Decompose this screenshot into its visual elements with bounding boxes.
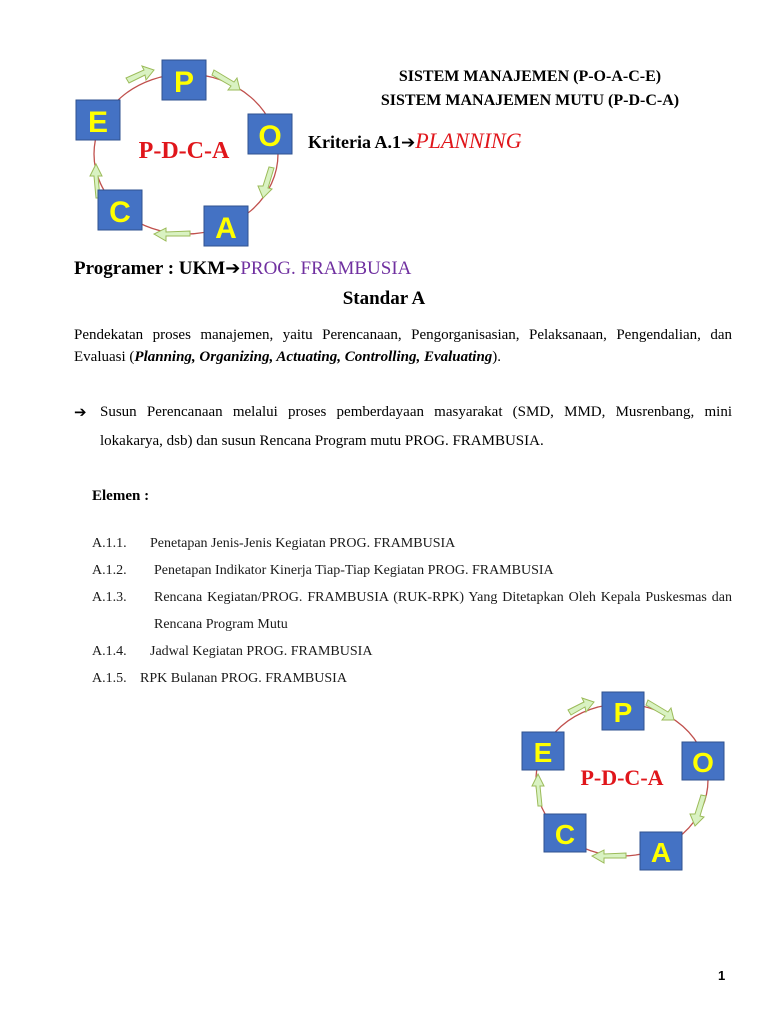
box-o [682, 742, 724, 780]
list-item [92, 557, 732, 584]
arrow-icon: ➔ [225, 258, 241, 279]
item-text: Penetapan Jenis-Jenis Kegiatan PROG. FRAMBUSIA [150, 536, 456, 551]
item-text: Rencana Kegiatan/PROG. FRAMBUSIA (RUK-RPK) Yang Ditetapkan Oleh Kepala Puskesmas dan Rencana Program Mutu [154, 590, 732, 632]
cycle-arrow [532, 774, 544, 806]
box-o [248, 114, 292, 154]
pdca-diagram-top [66, 58, 306, 250]
box-a [640, 832, 682, 870]
programer-heading [74, 258, 411, 280]
page-number: 1 [718, 968, 726, 983]
item-number: A.1.1. [92, 536, 127, 551]
elemen-label: Elemen : [92, 488, 150, 504]
box-c [98, 190, 142, 230]
list-item [92, 638, 732, 665]
elemen-list [92, 530, 732, 692]
box-e [76, 100, 120, 140]
cycle-arrow [212, 70, 240, 90]
item-text: RPK Bulanan PROG. FRAMBUSIA [140, 671, 347, 686]
kriteria-value: PLANNING [415, 128, 522, 153]
item-number: A.1.2. [92, 563, 127, 578]
arrow-icon: ➔ [400, 133, 416, 153]
intro-paragraph-emphasis: Planning, Organizing, Actuating, Controlling, Evaluating [134, 349, 493, 365]
pdca-center-label: P-D-C-A [138, 138, 230, 164]
instruction-text: Susun Perencanaan melalui proses pemberdayaan masyarakat (SMD, MMD, Musrenbang, mini lokakarya, dsb) dan susun Rencana Program mutu PROG. FRAMBUSIA. [100, 404, 732, 449]
svg-text:E: E [87, 106, 109, 139]
kriteria-label: Kriteria A.1 [308, 132, 401, 152]
instruction-bullet [74, 398, 732, 456]
item-number: A.1.5. [92, 671, 127, 686]
pdca-center-label: P-D-C-A [580, 765, 664, 790]
item-number: A.1.3. [92, 590, 127, 605]
svg-text:C: C [109, 196, 131, 229]
standar-heading: Standar A [342, 288, 426, 309]
header-title-1: SISTEM MANAJEMEN (P-O-A-C-E) [398, 68, 662, 85]
cycle-arrow [568, 698, 594, 715]
kriteria-heading [308, 128, 522, 154]
list-item [92, 584, 732, 638]
box-c [544, 814, 586, 852]
list-item [92, 530, 732, 557]
svg-text:P: P [613, 697, 633, 728]
svg-text:O: O [692, 747, 714, 778]
box-p [162, 60, 206, 100]
box-p [602, 692, 644, 730]
cycle-arrow [646, 700, 674, 720]
programer-label: Programer : UKM [74, 258, 226, 279]
item-number: A.1.4. [92, 644, 127, 659]
box-a [204, 206, 248, 246]
svg-text:P: P [173, 66, 195, 99]
svg-text:A: A [215, 212, 237, 245]
svg-text:C: C [554, 819, 576, 850]
arrow-bullet-icon: ➔ [74, 403, 87, 421]
item-text: Penetapan Indikator Kinerja Tiap-Tiap Kegiatan PROG. FRAMBUSIA [154, 563, 554, 578]
pdca-diagram-bottom [512, 688, 728, 874]
svg-text:O: O [258, 120, 282, 153]
cycle-arrow [592, 850, 626, 863]
item-text: Jadwal Kegiatan PROG. FRAMBUSIA [150, 644, 373, 659]
intro-paragraph: Pendekatan proses manajemen, yaitu Perencanaan, Pengorganisasian, Pelaksanaan, Pengendalian, dan Evaluasi (Planning, Organizing, Actuating, Controlling, Evaluating). [74, 327, 732, 365]
programer-value: PROG. FRAMBUSIA [240, 258, 412, 279]
header-title-2: SISTEM MANAJEMEN MUTU (P-D-C-A) [380, 92, 680, 109]
box-e [522, 732, 564, 770]
svg-text:A: A [650, 837, 672, 868]
cycle-arrow [690, 795, 706, 826]
svg-text:E: E [533, 737, 553, 768]
